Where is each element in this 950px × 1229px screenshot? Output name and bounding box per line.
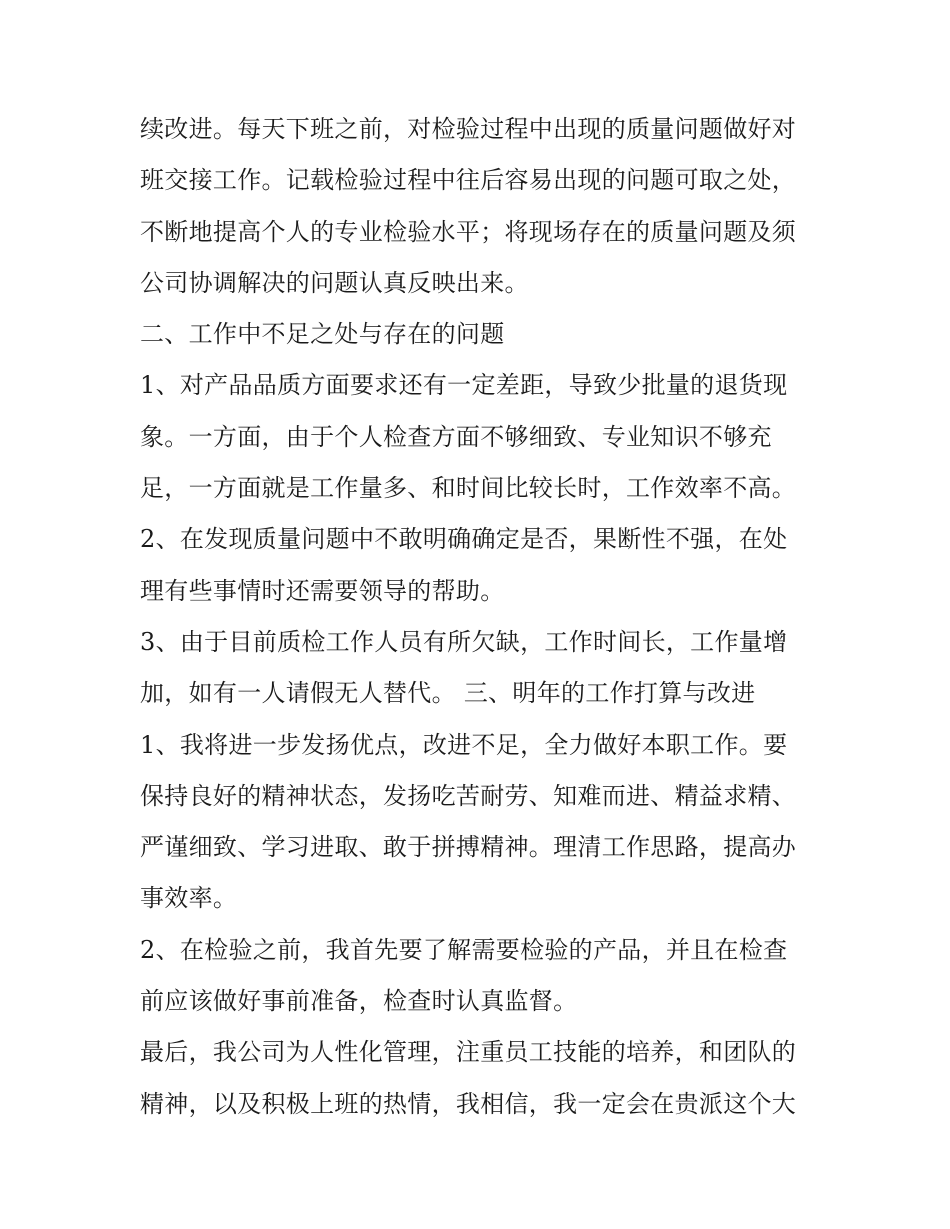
text-line: 精神，以及积极上班的热情，我相信，我一定会在贵派这个大 — [140, 1089, 797, 1118]
text-line: 理有些事情时还需要领导的帮助。 — [140, 576, 505, 605]
text-line: 1、我将进一步发扬优点，改进不足，全力做好本职工作。要 — [140, 730, 788, 759]
text-line: 保持良好的精神状态，发扬吃苦耐劳、知难而进、精益求精、 — [140, 781, 797, 810]
section-heading: 二、工作中不足之处与存在的问题 — [140, 320, 505, 349]
document-body — [140, 104, 830, 1130]
text-line: 最后，我公司为人性化管理，注重员工技能的培养，和团队的 — [140, 1038, 797, 1067]
text-line: 象。一方面，由于个人检查方面不够细致、专业知识不够充 — [140, 422, 772, 451]
text-line: 足，一方面就是工作量多、和时间比较长时，工作效率不高。 — [140, 474, 797, 503]
text-line: 不断地提高个人的专业检验水平；将现场存在的质量问题及须 — [140, 217, 797, 246]
text-line: 3、由于目前质检工作人员有所欠缺，工作时间长，工作量增 — [140, 627, 788, 656]
text-line: 续改进。每天下班之前，对检验过程中出现的质量问题做好对 — [140, 115, 797, 143]
text-line: 前应该做好事前准备，检查时认真监督。 — [140, 987, 578, 1016]
text-line: 1、对产品品质方面要求还有一定差距，导致少批量的退货现 — [140, 371, 788, 400]
text-line: 2、在发现质量问题中不敢明确确定是否，果断性不强，在处 — [140, 525, 788, 554]
text-line: 公司协调解决的问题认真反映出来。 — [140, 268, 529, 297]
text-line: 2、在检验之前，我首先要了解需要检验的产品，并且在检查 — [140, 935, 788, 964]
text-line: 班交接工作。记载检验过程中往后容易出现的问题可取之处， — [140, 166, 797, 195]
text-line: 事效率。 — [140, 884, 238, 913]
text-line: 严谨细致、学习进取、敢于拼搏精神。理清工作思路，提高办 — [140, 833, 797, 862]
text-line: 加，如有一人请假无人替代。 三、明年的工作打算与改进 — [140, 679, 756, 708]
